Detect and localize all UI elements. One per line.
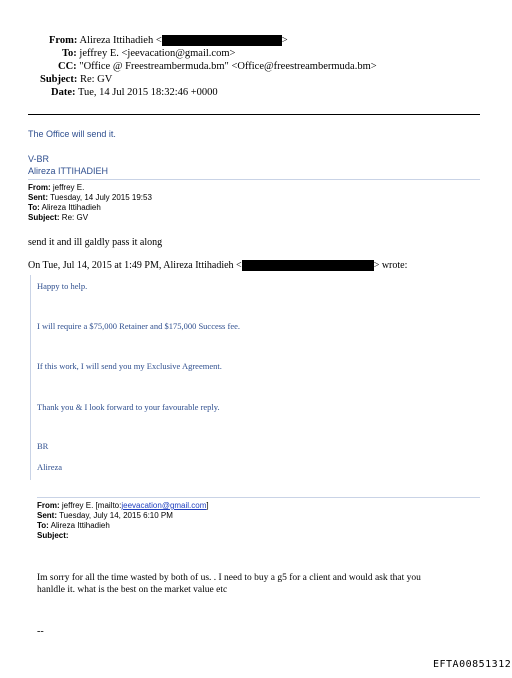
quote3-body-line2: hanldle it. what is the best on the market value etc [37,585,228,595]
quote3-sent-label: Sent: [37,511,57,520]
header-to-label: To: [62,48,77,59]
quote1-sent [28,193,152,203]
quote1-subject-label: Subject: [28,213,60,222]
reply-line: The Office will send it. [28,129,116,139]
quote3-to [37,521,110,531]
quote3-body-line1: Im sorry for all the time wasted by both of us. . I need to buy a g5 for a client and would ask that you [37,573,421,583]
quote1-sent-label: Sent: [28,193,48,202]
quote2-p1: Happy to help. [37,281,88,291]
header-date-label: Date: [51,87,76,98]
header-date-value: Tue, 14 Jul 2015 18:32:46 +0000 [77,87,218,98]
header-subject-line [40,73,112,86]
quote3-from [37,501,209,511]
header-from-line [49,34,288,47]
quote1-on-prefix: On Tue, Jul 14, 2015 at 1:49 PM, Alireza Ittihadieh < [28,260,242,271]
header-subject-label: Subject: [40,74,78,85]
quote2-p4: Thank you & I look forward to your favourable reply. [37,402,220,412]
quote2-p6: Alireza [37,462,63,472]
quote3-email-link[interactable]: jeevacation@gmail.com [121,501,207,510]
header-cc-line [58,60,377,73]
quote3-from-value: jeffrey E. [mailto: [61,501,122,510]
header-cc-value: "Office @ Freestreambermuda.bm" <Office@freestreambermuda.bm> [79,61,377,72]
header-from-label: From: [49,35,78,46]
quote1-subject [28,213,88,223]
header-from-suffix: > [281,35,288,46]
header-cc-label: CC: [58,61,77,72]
quote3-to-label: To: [37,521,49,530]
redaction-bar [162,35,282,46]
quote1-sent-value: Tuesday, 14 July 2015 19:53 [50,193,152,202]
quote3-subject-label: Subject: [37,531,69,540]
quote3-divider [37,497,480,498]
quote1-from-label: From: [28,183,51,192]
quote3-signature-dashes: -- [37,626,44,637]
quote-left-bar [30,275,31,480]
header-to-line [62,47,235,60]
reply-signature-name: Alireza ITTIHADIEH [28,166,109,176]
header-subject-value: Re: GV [79,74,113,85]
reply-signature-vbr: V-BR [28,154,50,164]
quote2-p2: I will require a $75,000 Retainer and $175,000 Success fee. [37,321,240,331]
document-id: EFTA00851312 [433,659,512,670]
redaction-bar [242,260,374,271]
quote3-sent [37,511,173,521]
header-to-value: jeffrey E. <jeevacation@gmail.com> [79,48,236,59]
quote1-subject-value: Re: GV [61,213,89,222]
quote3-to-value: Alireza Ittihadieh [50,521,110,530]
quote1-on-line [28,260,407,271]
quote2-p3: If this work, I will send you my Exclusive Agreement. [37,361,222,371]
quote-divider [28,179,480,180]
quote1-from-value: jeffrey E. [52,183,85,192]
quote2-p5: BR [37,441,49,451]
quote1-body: send it and ill galdly pass it along [28,237,163,248]
quote1-to-value: Alireza Ittihadieh [41,203,101,212]
quote3-from-close: ] [206,501,209,510]
header-from-value: Alireza Ittihadieh < [79,35,162,46]
quote1-to-label: To: [28,203,40,212]
quote1-to [28,203,101,213]
quote3-from-label: From: [37,501,60,510]
quote3-subject [37,531,69,541]
header-divider [28,114,480,115]
quote1-on-suffix: > wrote: [373,260,408,271]
header-date-line [51,86,218,99]
quote3-sent-value: Tuesday, July 14, 2015 6:10 PM [59,511,173,520]
quote1-from [28,183,84,193]
